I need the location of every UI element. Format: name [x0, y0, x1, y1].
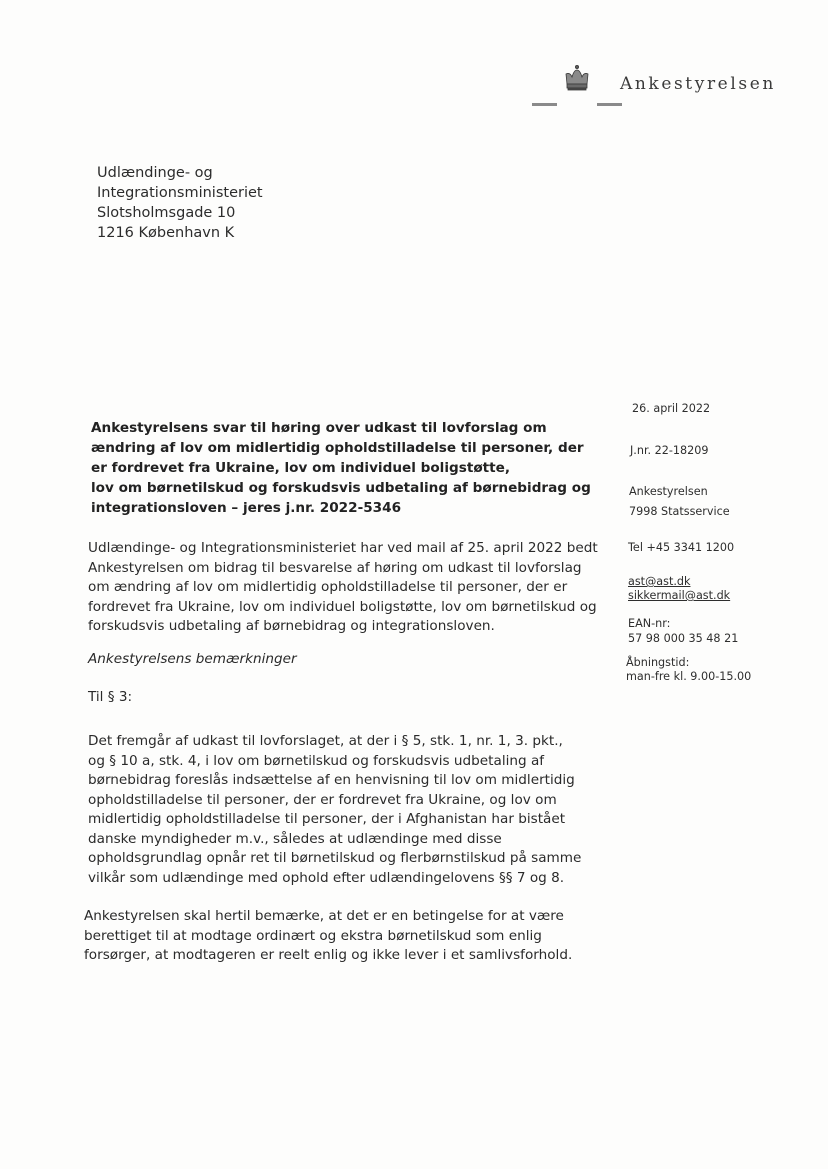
section-label: Til § 3:	[88, 689, 133, 705]
email-link[interactable]: ast@ast.dk	[628, 575, 691, 588]
text-line: børnebidrag foreslås indsættelse af en henvisning til lov om midlertidig	[88, 772, 575, 788]
text-line: berettiget til at modtage ordinært og ekstra børnetilskud som enlig	[84, 927, 542, 944]
subject-line: lov om børnetilskud og forskudsvis udbetaling af børnebidrag og	[91, 480, 591, 496]
crown-icon	[562, 64, 592, 94]
ean-label: EAN-nr:	[628, 617, 671, 630]
text-line: vilkår som udlændinge med ophold efter udlændingelovens §§ 7 og 8.	[88, 869, 565, 886]
text-line: forskudsvis udbetaling af børnebidrag og integrationsloven.	[88, 618, 495, 634]
text-line: Udlændinge- og Integrationsministeriet har ved mail af 25. april 2022 bedt	[88, 540, 598, 556]
letter-subject	[91, 418, 606, 518]
subject-line: er fordrevet fra Ukraine, lov om individuel boligstøtte,	[91, 460, 511, 476]
secure-email-link[interactable]: sikkermail@ast.dk	[628, 589, 731, 602]
remark-paragraph	[84, 907, 572, 966]
text-line: danske myndigheder m.v., således at udlændinge med disse	[88, 830, 502, 847]
hours-value: man-fre kl. 9.00-15.00	[626, 670, 752, 683]
text-line: og § 10 a, stk. 4, i lov om børnetilskud og forskudsvis udbetaling af	[88, 752, 545, 769]
org-logo-text: Ankestyrelsen	[620, 74, 776, 94]
ean-block	[628, 616, 738, 646]
recipient-line: Slotsholmsgade 10	[97, 205, 236, 221]
email-block	[628, 575, 730, 603]
text-line: forsørger, at modtageren er reelt enlig og ikke lever i et samlivsforhold.	[84, 947, 573, 963]
text-line: Ankestyrelsen om bidrag til besvarelse af høring om udkast til lovforslag	[88, 559, 582, 576]
logo-divider-right	[597, 103, 622, 106]
ean-value: 57 98 000 35 48 21	[628, 632, 739, 645]
subject-line: ændring af lov om midlertidig opholdstilladelse til personer, der	[91, 440, 584, 456]
recipient-address	[97, 163, 263, 243]
section-paragraph	[88, 732, 581, 888]
sender-org: Ankestyrelsen	[629, 485, 708, 498]
text-line: Ankestyrelsen skal hertil bemærke, at det er en betingelse for at være	[84, 908, 564, 924]
remarks-heading: Ankestyrelsens bemærkninger	[88, 651, 297, 667]
text-line: om ændring af lov om midlertidig opholdstilladelse til personer, der er	[88, 579, 568, 595]
phone-number: Tel +45 3341 1200	[628, 541, 735, 554]
subject-line: Ankestyrelsens svar til høring over udkast til lovforslag om	[91, 420, 547, 436]
text-line: midlertidig opholdstilladelse til personer, der i Afghanistan har bistået	[88, 811, 566, 827]
intro-paragraph	[88, 539, 598, 637]
sender-address	[629, 482, 730, 522]
journal-number: J.nr. 22-18209	[630, 444, 709, 457]
hours-label: Åbningstid:	[626, 656, 690, 669]
text-line: opholdstilladelse til personer, der er fordrevet fra Ukraine, og lov om	[88, 791, 557, 808]
opening-hours	[626, 656, 751, 684]
sender-postal: 7998 Statsservice	[629, 505, 730, 518]
recipient-line: 1216 København K	[97, 225, 235, 241]
letter-date: 26. april 2022	[632, 402, 711, 415]
recipient-line: Integrationsministeriet	[97, 185, 263, 201]
text-line: fordrevet fra Ukraine, lov om individuel boligstøtte, lov om børnetilskud og	[88, 598, 597, 615]
text-line: Det fremgår af udkast til lovforslaget, at der i § 5, stk. 1, nr. 1, 3. pkt.,	[88, 733, 563, 749]
logo-divider-left	[532, 103, 557, 106]
text-line: opholdsgrundlag opnår ret til børnetilskud og flerbørnstilskud på samme	[88, 850, 582, 866]
recipient-line: Udlændinge- og	[97, 165, 213, 181]
subject-line: integrationsloven – jeres j.nr. 2022-5346	[91, 500, 402, 516]
